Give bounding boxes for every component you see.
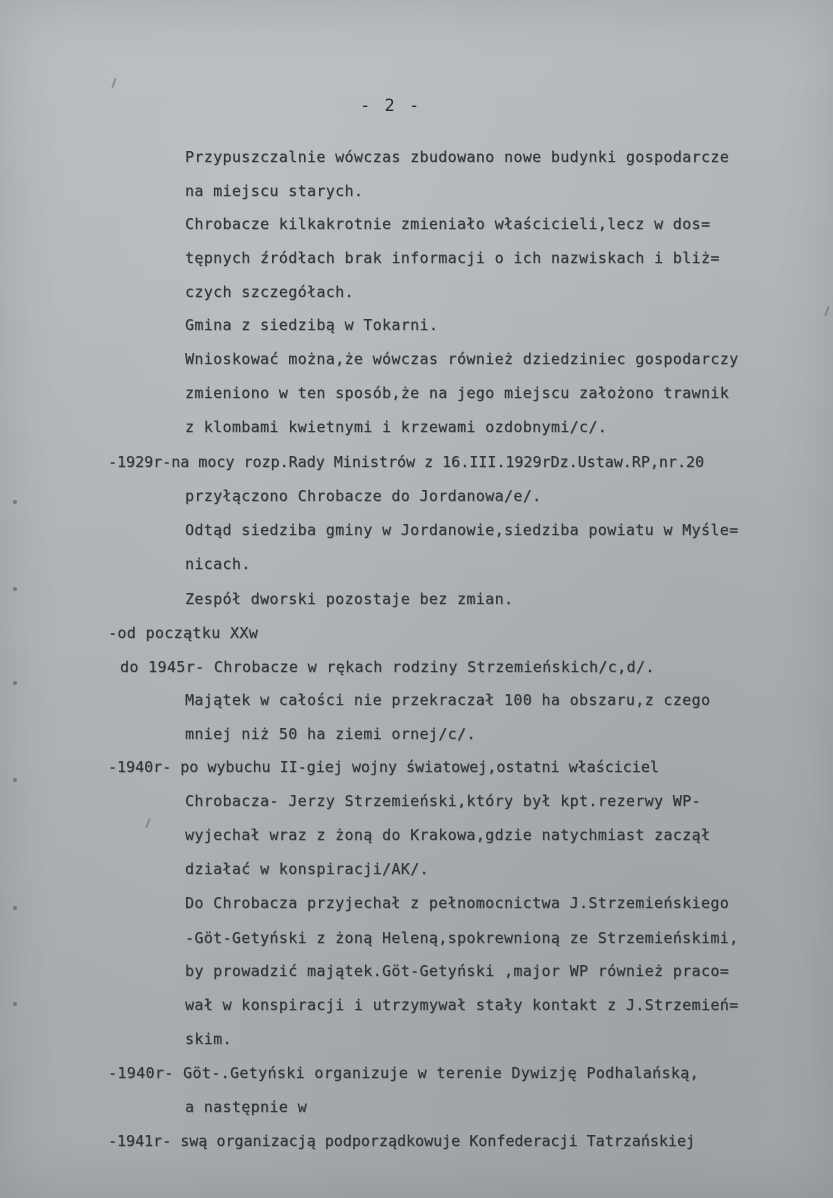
paper-mark (145, 818, 150, 828)
text-line-26: wał w konspiracji i utrzymywał stały kontakt z J.Strzemień= (185, 996, 739, 1014)
text-line-15: -od początku XXw (108, 624, 259, 642)
paper-speck (13, 500, 17, 504)
text-line-21: wyjechał wraz z żoną do Krakowa,gdzie natychmiast zaczął (185, 826, 711, 844)
text-line-5: czych szczegółach. (185, 283, 354, 301)
text-line-13: nicach. (185, 555, 251, 573)
text-line-8: zmieniono w ten sposób,że na jego miejscu założono trawnik (185, 384, 730, 402)
text-line-27: skim. (185, 1030, 232, 1048)
text-line-2: na miejscu starych. (185, 182, 364, 200)
paper-speck (13, 681, 17, 685)
paper-speck (13, 1002, 17, 1006)
paper-speck (13, 906, 17, 910)
paper-speck (13, 778, 17, 782)
text-line-19: -1940r- po wybuchu II-giej wojny światowej,ostatni właściciel (108, 758, 659, 776)
text-line-1: Przypuszczalnie wówczas zbudowano nowe budynki gospodarcze (185, 148, 730, 166)
text-line-10: -1929r-na mocy rozp.Rady Ministrów z 16.III.1929rDz.Ustaw.RP,nr.20 (108, 453, 705, 471)
page-number: - 2 - (360, 96, 422, 116)
paper-mark (824, 306, 829, 316)
text-line-4: tępnych źródłach brak informacji o ich nazwiskach i bliż= (185, 249, 720, 267)
text-line-25: by prowadzić majątek.Göt-Getyński ,major WP również praco= (185, 962, 730, 980)
text-line-18: mniej niż 50 ha ziemi ornej/c/. (185, 725, 476, 743)
paper-speck (13, 587, 17, 591)
text-line-9: z klombami kwietnymi i krzewami ozdobnymi/c/. (185, 418, 608, 436)
text-line-12: Odtąd siedziba gminy w Jordanowie,siedziba powiatu w Myśle= (185, 521, 739, 539)
text-line-28: -1940r- Göt-.Getyński organizuje w terenie Dywizję Podhalańską, (108, 1064, 699, 1082)
paper-mark (111, 78, 116, 88)
text-line-7: Wnioskować można,że wówczas również dziedziniec gospodarczy (185, 350, 739, 368)
text-line-24: -Göt-Getyński z żoną Heleną,spokrewnioną ze Strzemieńskimi, (185, 929, 739, 947)
text-line-29: a następnie w (185, 1098, 307, 1116)
text-line-11: przyłączono Chrobacze do Jordanowa/e/. (185, 487, 542, 505)
text-line-14: Zespół dworski pozostaje bez zmian. (185, 590, 514, 608)
text-line-22: działać w konspiracji/AK/. (185, 860, 429, 878)
text-line-16: do 1945r- Chrobacze w rękach rodziny Strzemieńskich/c,d/. (120, 658, 655, 676)
text-line-20: Chrobacza- Jerzy Strzemieński,który był kpt.rezerwy WP- (185, 792, 701, 810)
text-line-6: Gmina z siedzibą w Tokarni. (185, 316, 439, 334)
text-line-17: Majątek w całości nie przekraczał 100 ha obszaru,z czego (185, 691, 711, 709)
text-line-23: Do Chrobacza przyjechał z pełnomocnictwa J.Strzemieńskiego (185, 894, 730, 912)
text-line-3: Chrobacze kilkakrotnie zmieniało właścicieli,lecz w dos= (185, 215, 711, 233)
text-line-30: -1941r- swą organizacją podporządkowuje Konfederacji Tatrzańskiej (108, 1132, 695, 1150)
